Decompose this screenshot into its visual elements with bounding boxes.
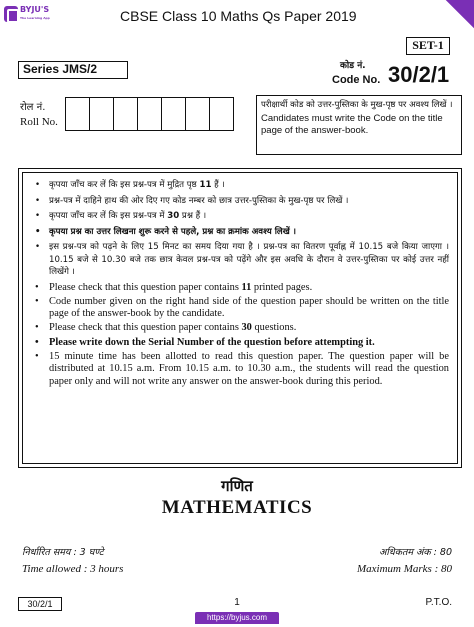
subject-english: MATHEMATICS	[161, 497, 313, 518]
roll-label-english: Roll No.	[20, 116, 58, 128]
instructions-box	[18, 168, 462, 468]
time-allowed-hindi: निर्धारित समय : 3 घण्टे	[22, 547, 104, 558]
instruction-hi-serial: • कृपया प्रश्न का उत्तर लिखना शुरू करने से पहले, प्रश्न का क्रमांक अवश्य लिखें ।	[31, 226, 449, 239]
instruction-hi-pages: • कृपया जाँच कर लें कि इस प्रश्न-पत्र में मुद्रित पृष्ठ 11 हैं ।	[31, 179, 449, 192]
instruction-en-questions: • Please check that this question paper contains 30 questions.	[31, 322, 449, 334]
subject-hindi: गणित	[221, 477, 253, 495]
roll-label-hindi: रोल नं.	[20, 102, 46, 113]
document-title: CBSE Class 10 Maths Qs Paper 2019	[120, 8, 357, 24]
instruction-en-code: • Code number given on the right hand side of the question paper should be written on the title page of the answer-book by the candidate.	[31, 296, 449, 321]
footer-url-link[interactable]: https://byjus.com	[195, 612, 279, 624]
set-label: SET-1	[406, 37, 450, 55]
roll-digit-box[interactable]	[185, 97, 210, 131]
max-marks-hindi: अधिकतम अंक : 80	[379, 547, 452, 558]
roll-digit-box[interactable]	[89, 97, 114, 131]
roll-digit-box[interactable]	[113, 97, 138, 131]
instruction-en-pages: • Please check that this question paper contains 11 printed pages.	[31, 282, 449, 294]
logo-text: BYJU'S The Learning App	[20, 5, 50, 20]
instruction-en-reading-time: • 15 minute time has been allotted to read this question paper. The question paper will be distributed at 10.15 a.m. From 10.15 a.m. to 10.30 a.m., the students will read the question paper only and will not write any answer on the answer-book during this period.	[31, 351, 449, 388]
time-allowed-english: Time allowed : 3 hours	[22, 563, 124, 575]
pto-label: P.T.O.	[425, 597, 452, 608]
candidate-note-hindi: परीक्षार्थी कोड को उत्तर-पुस्तिका के मुख-पृष्ठ पर अवश्य लिखें ।	[261, 100, 453, 110]
instruction-en-serial: • Please write down the Serial Number of the question before attempting it.	[31, 337, 449, 349]
candidate-note-box	[256, 95, 462, 155]
series-label: Series JMS/2	[18, 61, 128, 79]
byjus-logo	[4, 4, 50, 24]
byjus-logo-icon	[4, 6, 18, 22]
instruction-hi-reading-time: • इस प्रश्न-पत्र को पढ़ने के लिए 15 मिनट का समय दिया गया है । प्रश्न-पत्र का वितरण पूर्वाह्न में 10.15 बजे किया जाएगा । 10.15 बजे से 10.30 बजे तक छात्र केवल प्रश्न-पत्र को पढ़ेंगे और इस अवधि के दौरान वे उत्तर-पुस्तिका पर कोई उत्तर नहीं लिखेंगे ।	[31, 241, 449, 279]
page-number: 1	[234, 597, 240, 608]
instructions-list	[31, 179, 449, 388]
instruction-hi-code: • प्रश्न-पत्र में दाहिने हाथ की ओर दिए गए कोड नम्बर को छात्र उत्तर-पुस्तिका के मुख-पृष्ठ पर लिखें ।	[31, 195, 449, 208]
candidate-note-english: Candidates must write the Code on the title page of the answer-book.	[261, 113, 443, 136]
code-label-hindi: कोड नं.	[340, 61, 366, 71]
instruction-hi-questions: • कृपया जाँच कर लें कि इस प्रश्न-पत्र में 30 प्रश्न हैं ।	[31, 210, 449, 223]
roll-digit-box[interactable]	[137, 97, 162, 131]
corner-decoration	[434, 0, 474, 40]
roll-digit-box[interactable]	[65, 97, 90, 131]
footer-code: 30/2/1	[18, 597, 62, 611]
code-number: 30/2/1	[388, 62, 450, 87]
roll-digit-box[interactable]	[161, 97, 186, 131]
instructions-inner	[22, 172, 458, 464]
max-marks-english: Maximum Marks : 80	[356, 563, 452, 575]
code-label-english: Code No.	[332, 74, 381, 86]
roll-number-boxes	[66, 97, 234, 131]
roll-digit-box[interactable]	[209, 97, 234, 131]
